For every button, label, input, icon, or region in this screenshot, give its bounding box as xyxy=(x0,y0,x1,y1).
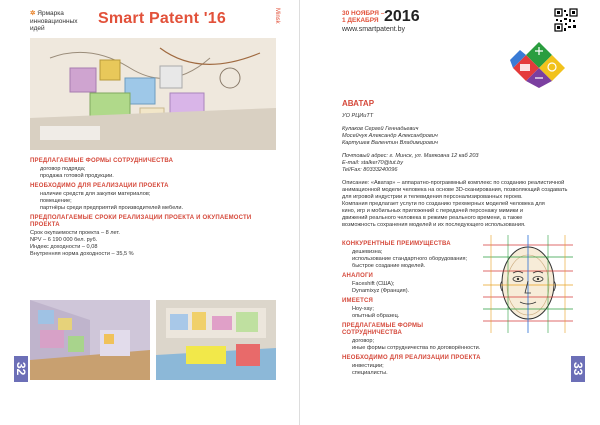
section-line: Внутренняя норма доходности – 35,5 % xyxy=(30,251,134,257)
author: Картушев Валентин Владимирович xyxy=(342,140,438,146)
organization: УО РЦИиТТ xyxy=(342,113,374,119)
section-line: Ноу-хау; xyxy=(352,306,374,312)
qr-code xyxy=(554,8,578,32)
right-page-header xyxy=(342,8,542,38)
left-page-body xyxy=(30,155,280,258)
section-title: ПРЕДЛАГАЕМЫЕ ФОРМЫ СОТРУДНИЧЕСТВА xyxy=(342,323,424,336)
section-line: NPV – 6 190 000 бел. руб. xyxy=(30,237,98,243)
description-text: Описание: «Аватар» – аппаратно-программный комплекс по созданию реалистичной анимационной модели человека на основе 3D-сканирования, позволяющий создавать для игровой индустрии и телевидения персонализированных героев. Компания предлагает услуги по созданию трехмерных моделей человека для кино, игр и мобильных приложений с передачей персонажу мимики и движений реального человека в режиме реального времени, а также возможность сохранения моделей и их последующего использования. xyxy=(342,180,568,228)
section-line: специалисты. xyxy=(352,370,388,376)
section-line: быстрое создание моделей. xyxy=(352,263,426,269)
section-line: партнёры среди предприятий производителей мебели. xyxy=(40,205,184,211)
authors-list xyxy=(342,126,572,147)
section-title: КОНКУРЕНТНЫЕ ПРЕИМУЩЕСТВА xyxy=(342,241,451,247)
section-line: Dynamixyz (Франция). xyxy=(352,288,410,294)
website-link[interactable]: www.smartpatent.by xyxy=(342,26,406,33)
section-line: договор подряда; xyxy=(40,166,86,172)
section-line: инвестиции; xyxy=(352,363,384,369)
colorful-diamond-logo-icon xyxy=(508,40,570,88)
section-title: ИМЕЕТСЯ xyxy=(342,298,374,304)
email[interactable]: E-mail: stalker70@tut.by xyxy=(342,160,404,166)
section-title: ПРЕДПОЛАГАЕМЫЕ СРОКИ РЕАЛИЗАЦИИ ПРОЕКТА И ОКУПАЕМОСТИ ПРОЕКТА xyxy=(30,215,252,228)
brand-title: Smart Patent '16 xyxy=(98,10,226,27)
room-photo-right xyxy=(156,300,276,380)
project-details xyxy=(342,238,482,377)
section-line: использование стандартного оборудования; xyxy=(352,256,468,262)
section-title: НЕОБХОДИМО ДЛЯ РЕАЛИЗАЦИИ ПРОЕКТА xyxy=(342,355,481,361)
section-line: Срок окупаемости проекта – 8 лет. xyxy=(30,230,120,236)
section-title: АНАЛОГИ xyxy=(342,273,374,279)
contact-info xyxy=(342,153,572,174)
section-line: наличие средств для закупки материалов; xyxy=(40,191,151,197)
section-line: продажа готовой продукции. xyxy=(40,173,114,179)
event-year: 2016 xyxy=(384,8,420,25)
phone: Tel/Fax: 80333240096 xyxy=(342,167,398,173)
project-title: АВАТАР xyxy=(342,99,375,108)
event-dates: 30 НОЯБРЯ – 1 ДЕКАБРЯ xyxy=(342,10,385,24)
left-page-header xyxy=(30,8,280,36)
furniture-interior-photo xyxy=(30,38,276,150)
fair-tagline: ✲ Ярмарка инновационных идей xyxy=(30,10,78,32)
section-line: Faceshift (США); xyxy=(352,281,395,287)
section-line: Индекс доходности – 0,08 xyxy=(30,244,98,250)
page-number: 32 xyxy=(14,356,28,382)
photo-row xyxy=(30,300,276,380)
section-line: помещение; xyxy=(40,198,72,204)
project-description xyxy=(342,100,572,232)
face-proportion-diagram xyxy=(483,235,573,333)
section-title: НЕОБХОДИМО ДЛЯ РЕАЛИЗАЦИИ ПРОЕКТА xyxy=(30,183,169,189)
city-label: Minsk xyxy=(274,8,280,24)
section-line: иные формы сотрудничества по договорённости. xyxy=(352,345,481,351)
section-title: ПРЕДЛАГАЕМЫЕ ФОРМЫ СОТРУДНИЧЕСТВА xyxy=(30,158,174,164)
author: Мосейчук Александр Александрович xyxy=(342,133,438,139)
postal-address: Почтовый адрес: г. Минск, ул. Маяковна 12 каб 203 xyxy=(342,153,479,159)
author: Кулаков Сергей Геннадьевич xyxy=(342,126,419,132)
section-line: дешевизна; xyxy=(352,249,383,255)
room-photo-left xyxy=(30,300,150,380)
section-line: договор; xyxy=(352,338,375,344)
section-line: опытный образец. xyxy=(352,313,400,319)
page-number: 33 xyxy=(571,356,585,382)
